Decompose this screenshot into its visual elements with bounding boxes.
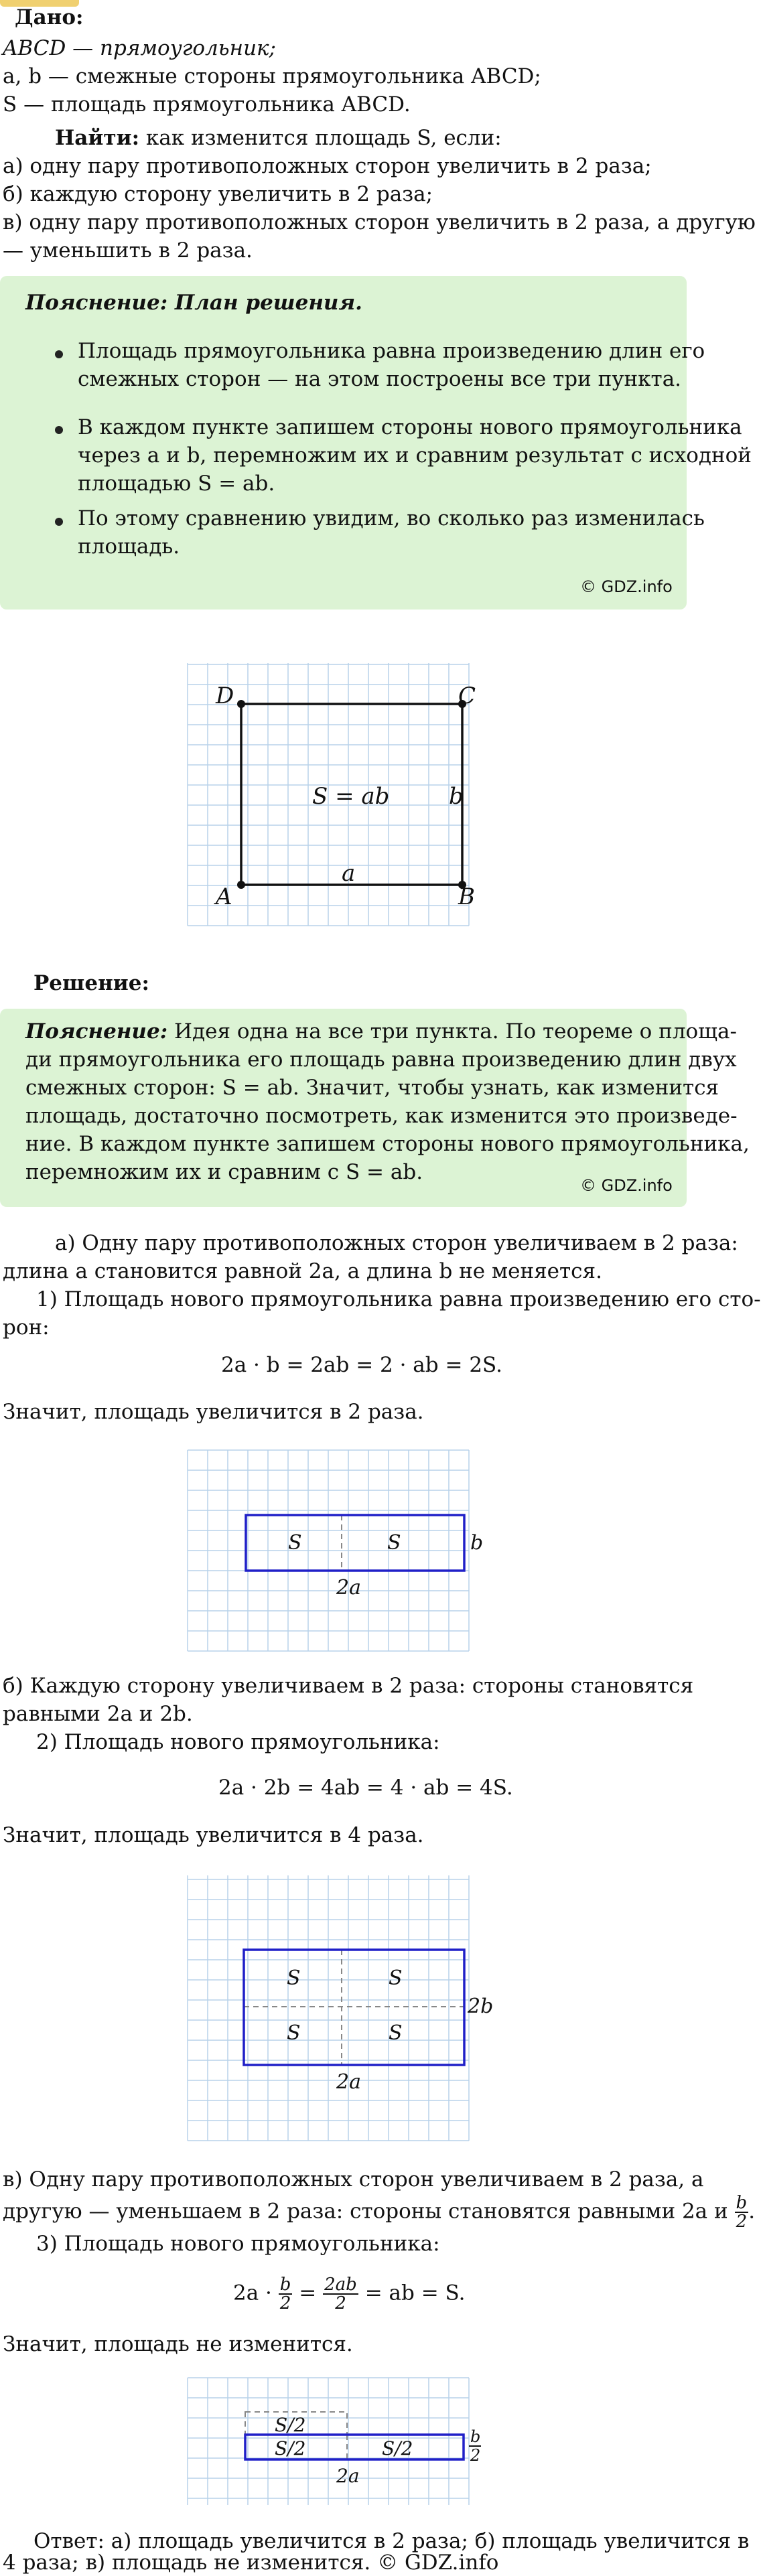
find-line [55, 125, 502, 151]
given-line-2: a, b — смежные стороны прямоугольника ABCD; [3, 64, 541, 88]
part-c-l2-num: b [736, 2193, 748, 2213]
part-c-l2-fraction [735, 2194, 749, 2230]
figure-a-s1: S [288, 1531, 302, 1555]
part-b-formula: 2a · 2b = 4ab = 4 · ab = 4S. [218, 1776, 513, 1800]
solution-exp-3: смежных сторон: S = ab. Значит, чтобы узнать, как изменится [25, 1076, 719, 1100]
figure-c-m1: S/2 [275, 2437, 306, 2459]
figure-a-svg [188, 1450, 496, 1658]
solution-heading: Решение: [33, 971, 149, 995]
part-c-l2: другую — уменьшаем в 2 раза: стороны становятся равными 2a и $\frac{b}{2}$ . [3, 2193, 756, 2232]
given-line-3: S — площадь прямоугольника ABCD. [3, 92, 411, 117]
figure-a-s2: S [387, 1531, 401, 1555]
part-b-result: Значит, площадь увеличится в 4 раза. [3, 1823, 424, 1847]
part-c-f-frac1 [279, 2276, 293, 2312]
plan-title: Пояснение: План решения. [25, 291, 362, 315]
part-a-l4: рон: [3, 1315, 50, 1340]
figure-a [188, 1450, 496, 1660]
given-heading: Дано: [15, 5, 84, 29]
part-c-f-rest: = ab = S. [364, 2281, 466, 2305]
plan-b2-l3: площадью S = ab. [78, 472, 275, 496]
find-label: Найти: [55, 126, 140, 150]
plan-b1-l2: смежных сторон — на этом построены все три пункта. [78, 367, 682, 391]
solution-credit: © GDZ.info [580, 1176, 673, 1195]
find-item-a: а) одну пару противоположных сторон увеличить в 2 раза; [3, 154, 652, 178]
figure-b-side: 2b [468, 1995, 494, 2018]
part-c-result: Значит, площадь не изменится. [3, 2332, 353, 2356]
find-item-c-1: в) одну пару противоположных сторон увеличить в 2 раза, а другую [3, 210, 756, 234]
figure-c-top: S/2 [275, 2414, 306, 2436]
part-c-f-left: 2a · [233, 2281, 272, 2305]
find-text: как изменится площадь S, если: [145, 126, 502, 150]
part-a-formula: 2a · b = 2ab = 2 · ab = 2S. [221, 1353, 503, 1377]
part-c-f-n1: b [279, 2275, 291, 2295]
answer-l2: 4 раза; в) площадь не изменится. © GDZ.info [3, 2551, 499, 2575]
figure-b-bottom: 2a [336, 2070, 361, 2094]
label-side-a: a [342, 860, 356, 887]
part-c-l1: в) Одну пару противоположных сторон увеличиваем в 2 раза, а [3, 2167, 704, 2192]
figure-c-svg [188, 2378, 496, 2512]
figure-b-s3: S [287, 2021, 301, 2045]
vertex-d [237, 700, 245, 708]
solution-exp-6: перемножим их и сравним с S = ab. [25, 1160, 423, 1184]
figure-b-s2: S [389, 1966, 403, 1990]
figure-c-m2: S/2 [382, 2437, 413, 2459]
solution-exp-label: Пояснение: [25, 1019, 168, 1044]
figure-a-bottom: 2a [336, 1576, 361, 1599]
figure-1 [188, 663, 496, 934]
find-item-c-2: — уменьшить в 2 раза. [3, 238, 253, 263]
figure-a-grid [188, 1450, 469, 1651]
solution-exp-5: ние. В каждом пункте запишем стороны нового прямоугольника, [25, 1132, 750, 1156]
bullet-2 [55, 426, 63, 434]
plan-b2-l1: В каждом пункте запишем стороны нового прямоугольника [78, 415, 742, 439]
part-c-f-d2: 2 [335, 2293, 346, 2313]
part-a-l2: длина a становится равной 2a, а длина b не меняется. [3, 1259, 602, 1283]
vertex-a [237, 881, 245, 889]
part-c-f-n2: 2ab [324, 2275, 357, 2295]
plan-b1-l1: Площадь прямоугольника равна произведению длин его [78, 339, 705, 363]
part-c-f-d1: 2 [279, 2293, 291, 2313]
label-side-b: b [449, 783, 464, 810]
given-line-1: ABCD — прямоугольник; [3, 36, 276, 60]
figure-a-rect [246, 1515, 464, 1571]
label-a: A [216, 883, 232, 910]
bullet-1 [55, 350, 63, 358]
solution-exp-1-text: Идея одна на все три пункта. По теореме о площа- [167, 1019, 737, 1044]
figure-c-grid [188, 2378, 469, 2505]
figure-a-side: b [470, 1531, 484, 1555]
part-c-formula [233, 2276, 466, 2312]
plan-b2-l2: через a и b, перемножим их и сравним результат с исходной [78, 443, 752, 468]
part-c-f-frac2 [323, 2276, 358, 2312]
figure-b-svg [188, 1875, 496, 2150]
label-c: C [458, 683, 476, 709]
part-a-l3: 1) Площадь нового прямоугольника равна произведению его сто- [36, 1287, 761, 1311]
part-b-l1: б) Каждую сторону увеличиваем в 2 раза: стороны становятся [3, 1674, 694, 1698]
plan-credit: © GDZ.info [580, 577, 673, 596]
part-c-l2-den: 2 [736, 2212, 748, 2232]
figure-b-s1: S [287, 1966, 301, 1990]
figure-b [188, 1875, 496, 2153]
figure-b-s4: S [389, 2021, 403, 2045]
plan-b3-l2: площадь. [78, 534, 180, 559]
part-b-l3: 2) Площадь нового прямоугольника: [36, 1730, 440, 1754]
figure-c-bottom: 2a [336, 2465, 360, 2487]
answer-l1: Ответ: а) площадь увеличится в 2 раза; б) площадь увеличится в [33, 2529, 750, 2553]
label-b: B [458, 883, 475, 910]
figure-c [188, 2378, 496, 2514]
bullet-3 [55, 518, 63, 526]
figure-c-side-num: b [470, 2427, 481, 2446]
label-d: D [216, 683, 234, 709]
part-b-l2: равными 2a и 2b. [3, 1702, 193, 1726]
plan-b3-l1: По этому сравнению увидим, во сколько раз изменилась [78, 506, 705, 530]
part-c-f-eq1: = [299, 2281, 317, 2305]
solution-exp-2: ди прямоугольника его площадь равна произведению длин двух [25, 1048, 737, 1072]
figure-c-side-den: 2 [470, 2446, 481, 2465]
solution-exp-1 [25, 1018, 737, 1045]
solution-exp-4: площадь, достаточно посмотреть, как изменится это произведе- [25, 1104, 738, 1128]
part-c-l3: 3) Площадь нового прямоугольника: [36, 2232, 440, 2256]
label-area: S = ab [312, 783, 390, 810]
part-c-l2-text: другую — уменьшаем в 2 раза: стороны становятся равными 2a и [3, 2199, 728, 2224]
figure-1-svg [188, 663, 496, 931]
part-a-l1: а) Одну пару противоположных сторон увеличиваем в 2 раза: [55, 1231, 738, 1255]
part-a-result: Значит, площадь увеличится в 2 раза. [3, 1400, 424, 1424]
figure-b-grid [188, 1875, 469, 2141]
find-item-b: б) каждую сторону увеличить в 2 раза; [3, 182, 433, 206]
